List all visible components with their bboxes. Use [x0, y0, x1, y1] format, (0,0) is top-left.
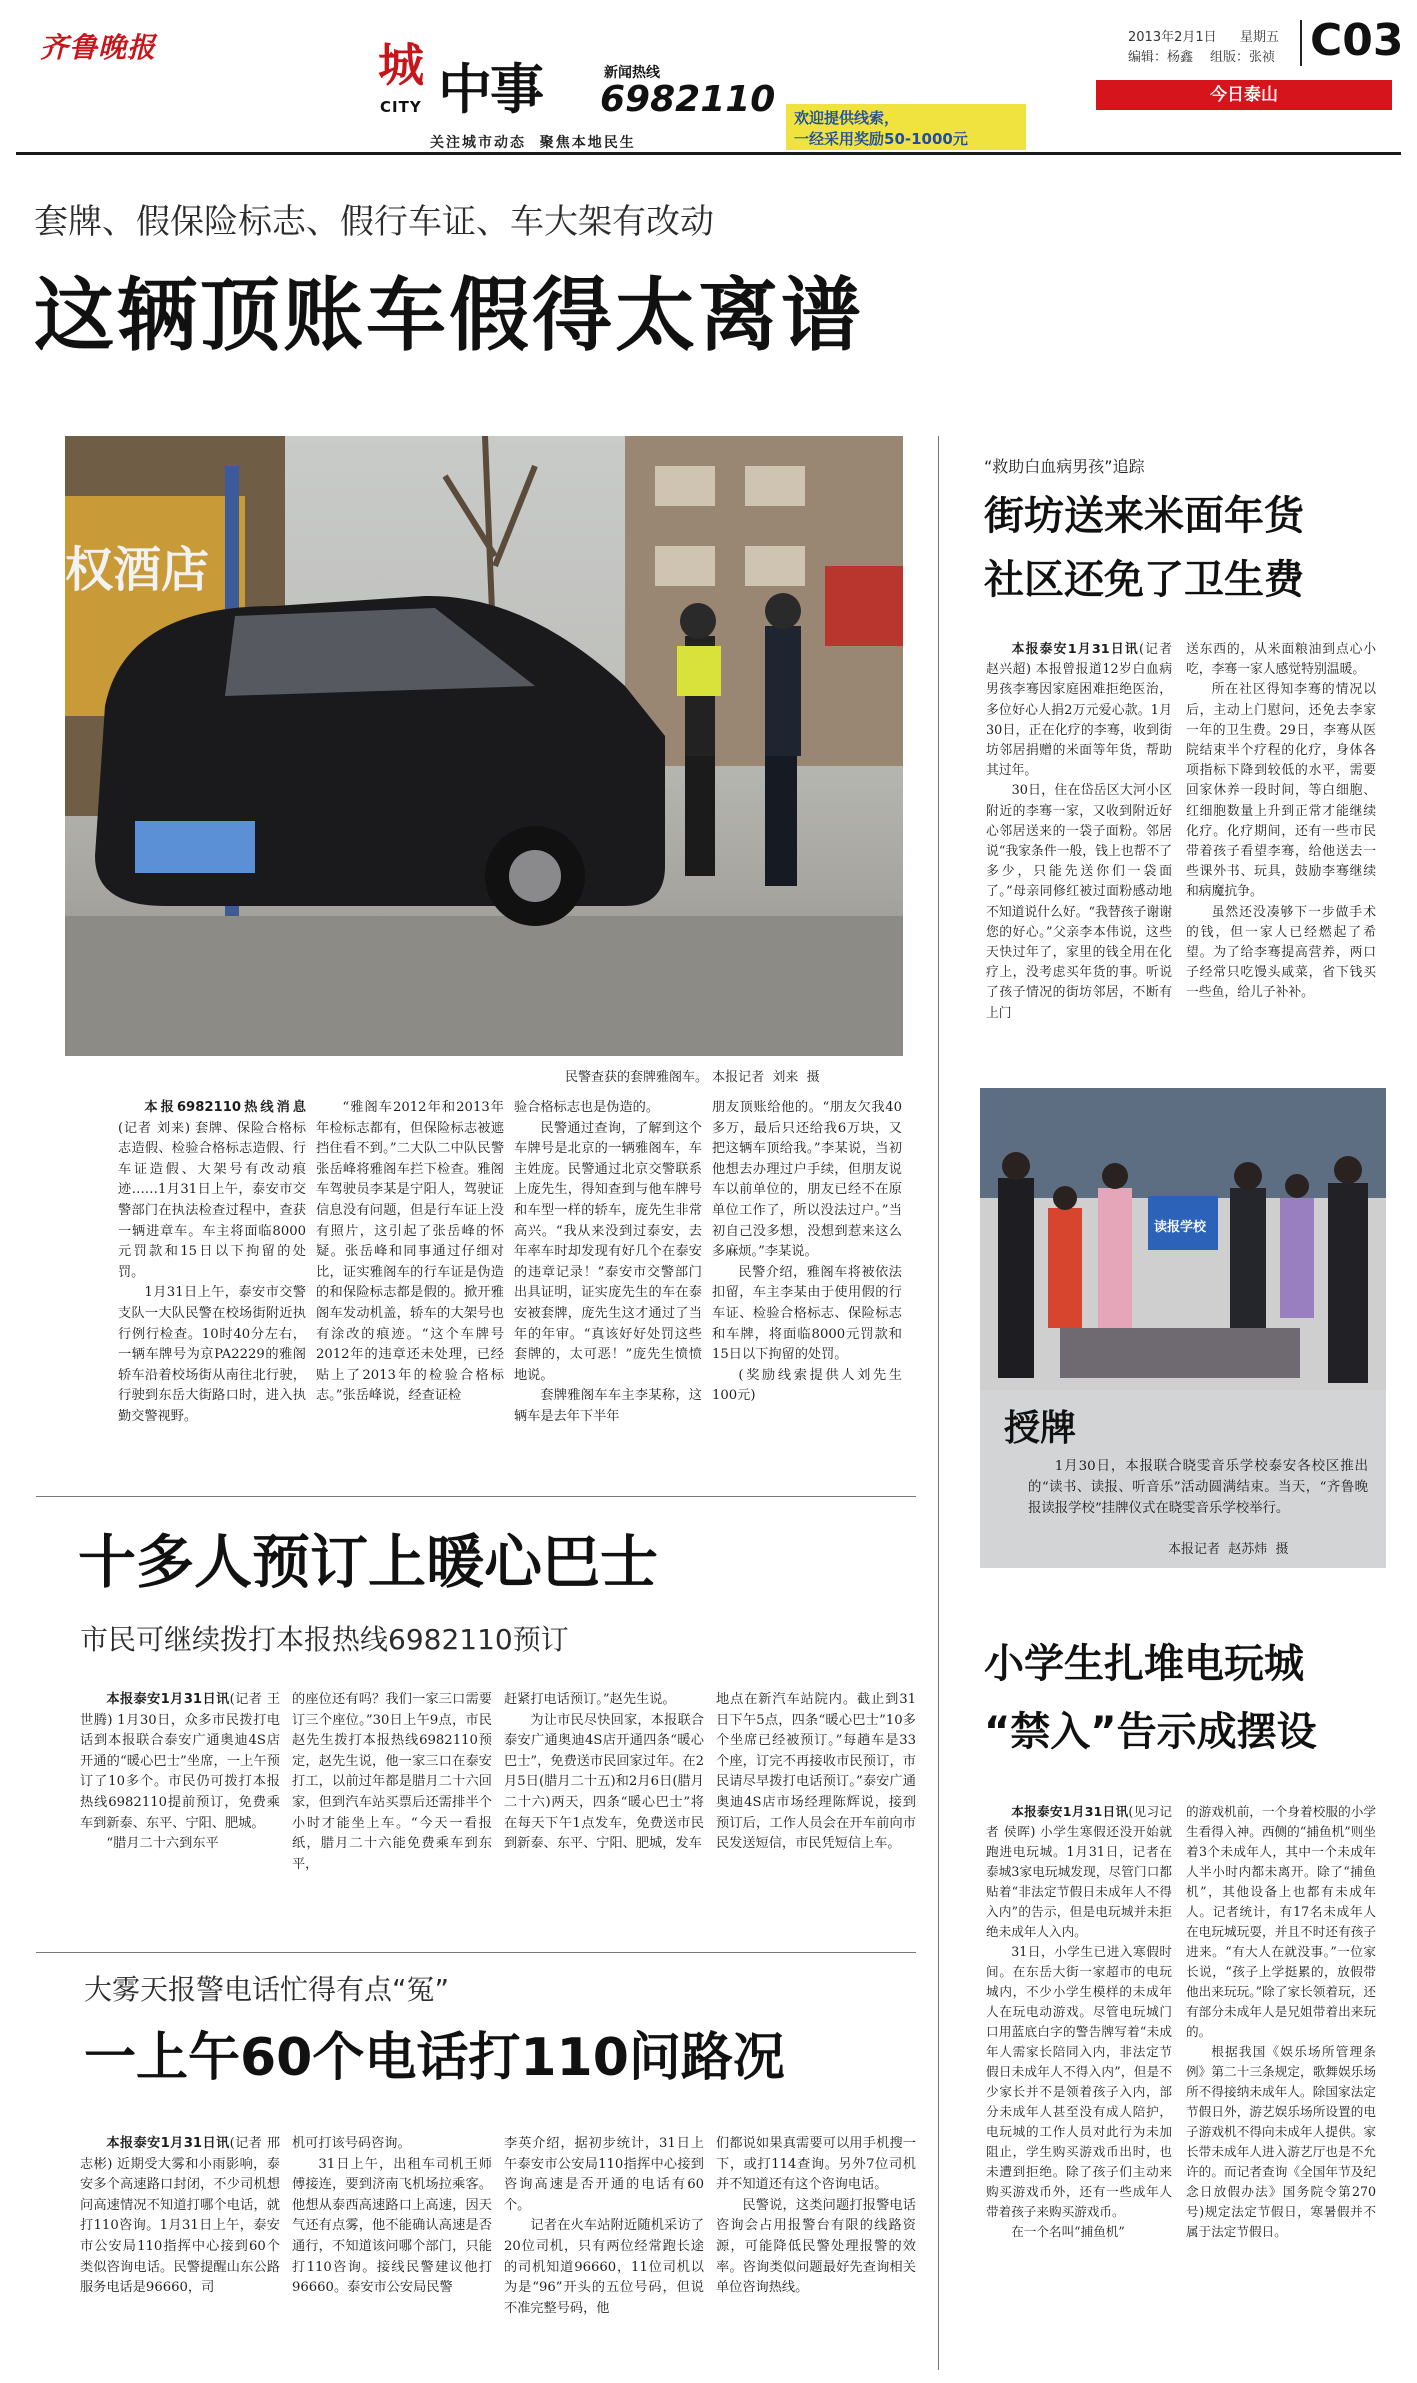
bus-paragraph: 地点在新汽车站院内。截止到31日下午5点，四条“暖心巴士”10多个坐席已经被预订。”每趟车是33个座，订完不再接收市民预订，市民请尽早拨打电话预订。”泰安广通奥迪4S店市场经理陈辉说，接到预订后，工作人员会在开车前向市民发送短信，市民凭短信上车。 — [716, 1692, 916, 1852]
side-paragraph: 送东西的，从米面粮油到点心小吃，李骞一家人感觉特别温暖。 — [1186, 642, 1376, 678]
paragraph-text: (记者 刘来) 套牌、保险合格标志造假、检验合格标志造假、行车证造假、大架号有改动痕迹……1月31日上午，泰安市交警部门在执法检查过程中，查获一辆进章车。车主将面临8000元罚款和15日以下拘留的处罚。 — [118, 1120, 306, 1280]
issue-weekday: 星期五 — [1240, 30, 1280, 45]
lead-paragraph: 民警通过查询，了解到这个车牌号是北京的一辆雅阁车，车主姓庞。民警通过北京交警联系上庞先生，得知查到与他车牌号和车型一样的轿车，庞先生非常高兴。“我从来没到过泰安，去年率车时却发现有好几个在泰安的违章记录！”泰安市交警部门出具证明，证实庞先生的车在泰安被套牌，庞先生这才通过了当年的年审。“真该好好处罚这些套牌的，太可恶！”庞先生愤愤地说。 — [514, 1120, 702, 1383]
editor-credit: 编辑：杨鑫 — [1128, 50, 1194, 65]
award-title: 授牌 — [1004, 1408, 1077, 1449]
arcade-paragraph: 31日，小学生已进入寒假时间。在东岳大街一家超市的电玩城内，不少小学生模样的未成年人在玩电动游戏。尽管电玩城门口用蓝底白字的警告牌写着“未成年人需家长陪同入内，非法定节假日未成年人不得入内”，但是不少家长并不是领着孩子入内，部分未成年人甚至没有成人陪护，电玩城的工作人员对此行为未加阻止，学生购买游戏币出时，也未遭到拒绝。除了孩子们主动来购买游戏币外，还有一些成年人带着孩子来购买游戏币。 — [986, 1944, 1172, 2219]
side-paragraph: 30日，住在岱岳区大河小区附近的李骞一家，又收到附近好心邻居送来的一袋子面粉。邻居说“我家条件一般，钱上也帮不了多少，只能先送你们一袋面了。”母亲同修红被过面粉感动地不知道说什么好。“我替孩子谢谢您的好心。”父亲李本伟说，这些天快过年了，家里的钱全用在化疗上，没考虑买年货的事。听说了孩子情况的街坊邻居，不断有上门 — [986, 783, 1172, 1021]
side-kicker: “救助白血病男孩”追踪 — [984, 457, 1145, 476]
lead-column-4 — [712, 1098, 902, 1407]
police-headline: 一上午60个电话打110问路况 — [84, 2028, 785, 2088]
lead-photo-caption: 民警查获的套牌雅阁车。 本报记者 刘来 摄 — [565, 1070, 820, 1085]
side-headline-1: 街坊送来米面年货 — [984, 493, 1304, 539]
lead-paragraph: 验合格标志也是伪造的。 — [514, 1100, 660, 1115]
page-code: C03 — [1310, 15, 1404, 66]
lead-paragraph: “雅阁车2012年和2013年年检标志都有，但保险标志被遮挡住看不到。”二大队二中队民警张岳峰将雅阁车拦下检查。雅阁车驾驶员李某是宁阳人，驾驶证信息没有问题，但是行车证上没有照片，这引起了张岳峰的怀疑。张岳峰和同事通过仔细对比，证实雅阁车的行车证是伪造的和保险标志都是假的。掀开雅阁车发动机盖，轿车的大架号也有涂改的痕迹。“这个车牌号2012年的违章还未处理，已经贴上了2013年的检验合格标志。”张岳峰说，经查证检 — [316, 1100, 504, 1404]
paragraph-text: (见习记者 侯晖) 小学生寒假还没开始就跑进电玩城。1月31日，记者在泰城3家电玩城发现，尽管门口都贴着“非法定节假日未成年人不得入内”的告示，但是电玩城并未拒绝未成年人入内。 — [986, 1804, 1172, 1939]
lead-kicker: 套牌、假保险标志、假行车证、车大架有改动 — [34, 202, 714, 242]
award-plaque-text: 读报学校 — [1154, 1220, 1207, 1235]
bus-subhead: 市民可继续拨打本报热线6982110预订 — [80, 1623, 569, 1656]
section-logo-big-char: 城 — [378, 38, 424, 92]
lead-paragraph: 套牌雅阁车车主李某称，这辆车是去年下半年 — [514, 1388, 702, 1424]
award-caption-box — [980, 1390, 1386, 1568]
promo-line-2: 一经采用奖励50-1000元 — [794, 130, 968, 148]
police-paragraph: 机可打该号码咨询。 — [292, 2136, 411, 2151]
issue-date: 2013年2月1日 — [1128, 30, 1217, 45]
lead-headline: 这辆顶账车假得太离谱 — [34, 269, 864, 362]
column-divider — [938, 436, 939, 2370]
reward-note: (奖励线索提供人刘先生 100元) — [712, 1367, 902, 1404]
lead-column-2 — [316, 1098, 504, 1407]
bus-column-2 — [292, 1690, 492, 1875]
section-logo-city: CITY — [380, 98, 422, 116]
masthead-rule — [16, 152, 1401, 155]
svg-text:权酒店: 权酒店 — [65, 542, 210, 598]
police-paragraph: 们都说如果真需要可以用手机搜一下，或打114查询。另外7位司机并不知道还有这个咨询电话。 — [716, 2136, 916, 2193]
promo-box — [786, 104, 1026, 150]
section-logo-title: 中事 — [438, 58, 542, 121]
paragraph-text: (记者 邢志彬) 近期受大雾和小雨影响，泰安多个高速路口封闭，不少司机想问高速情况不知道打哪个电话，就打110咨询。1月31日上午，泰安市公安局110指挥中心接到60个类似咨询电话。民警提醒山东公路服务电话是96660，司 — [80, 2136, 281, 2296]
paragraph-text: (记者 王世腾) 1月30日，众多市民拨打电话到本报联合泰安广通奥迪4S店开通的“暖心巴士”坐席，一上午预订了10多个。市民仍可拨打本报热线6982110提前预订，免费乘车到新泰、东平、宁阳、肥城。 — [80, 1692, 281, 1831]
police-paragraph — [80, 2134, 280, 2299]
section-slogan: 关注城市动态 聚焦本地民生 — [430, 135, 636, 151]
award-photo-scene — [980, 1088, 1386, 1390]
lead-column-1 — [118, 1098, 306, 1428]
designer-credit: 组版：张祯 — [1210, 50, 1276, 65]
bus-paragraph: 为让市民尽快回家，本报联合泰安广通奥迪4S店开通四条“暖心巴士”，免费送市民回家过年。在2月5日(腊月二十五)和2月6日(腊月二十六)两天，四条“暖心巴士”将在每天下午1点发车，免费送市民到新泰、东平、宁阳、肥城，发车 — [504, 1712, 704, 1852]
bus-headline: 十多人预订上暖心巴士 — [78, 1528, 659, 1596]
side-paragraph — [986, 640, 1172, 781]
lead-paragraph: 1月31日上午，泰安市交警支队一大队民警在校场街附近执行例行检查。10时40分左右，一辆车牌号为京PA2229的雅阁轿车沿着校场街从南往北行驶，行驶到东岳大街路口时，进入执勤交警视野。 — [118, 1285, 306, 1424]
award-credit: 本报记者 赵苏炜 摄 — [1168, 1542, 1289, 1557]
dateline: 本报6982110热线消息 — [144, 1100, 306, 1115]
bus-paragraph: 赶紧打电话预订。”赵先生说。 — [504, 1692, 676, 1707]
police-column-4 — [716, 2134, 916, 2299]
arcade-paragraph — [986, 1802, 1172, 1942]
side-paragraph: 虽然还没凑够下一步做手术的钱，但一家人已经燃起了希望。为了给李骞提高营养，两口子经常只吃馒头咸菜，省下钱买一些鱼，给儿子补补。 — [1186, 904, 1376, 1001]
arcade-paragraph: 的游戏机前，一个身着校服的小学生看得入神。西侧的“捕鱼机”则坐着3个未成年人，其中一个未成年人半小时内都未离开。除了“捕鱼机”，其他设备上也都有未成年人。记者统计，有17名未成年人在电玩城玩耍，并且不时还有孩子进来。“有大人在就没事。”一位家长说，“孩子上学挺累的，放假带他出来玩玩。”除了家长领着玩，还有部分未成年人是兄姐带着出来玩的。 — [1186, 1804, 1376, 2039]
lead-paragraph — [118, 1098, 306, 1283]
bus-paragraph: 的座位还有吗？我们一家三口需要订三个座位。”30日上午9点，市民赵先生拨打本报热线6982110预定，赵先生说，他一家三口在泰安打工，以前过年都是腊月二十六回家，但到汽车站买票后还需排半个小时才能坐上车。“今天一看报纸，腊月二十六能免费乘车到东平， — [292, 1692, 492, 1872]
bus-column-1 — [80, 1690, 280, 1855]
lead-photo-scene — [65, 436, 903, 1056]
police-paragraph: 民警说，这类问题打报警电话咨询会占用报警台有限的线路资源，可能降低民警处理报警的效率。咨询类似问题最好先查询相关单位咨询热线。 — [716, 2197, 916, 2296]
dateline: 本报泰安1月31日讯 — [106, 2136, 230, 2151]
section-divider — [36, 1952, 916, 1953]
police-paragraph: 记者在火车站附近随机采访了20位司机，只有两位经常跑长途的司机知道96660，11位司机以为是“96”开头的五位号码，但说不准完整号码，他 — [504, 2218, 704, 2316]
award-photo — [980, 1088, 1386, 1390]
dateline: 本报泰安1月31日讯 — [1011, 1804, 1129, 1819]
dateline: 本报泰安1月31日讯 — [1011, 642, 1139, 657]
arcade-paragraph: 在一个名叫“捕鱼机” — [1011, 2224, 1125, 2239]
edition-tag: 今日泰山 — [1096, 80, 1392, 110]
bus-column-3 — [504, 1690, 704, 1855]
police-column-2 — [292, 2134, 492, 2299]
lead-paragraph: 朋友顶账给他的。“朋友欠我40多万，最后只还给我6万块，又把这辆车顶给我。”李某说，当初他想去办理过户手续，但朋友说车以前单位的，朋友已经不在原单位工作了，所以没法过户。”当初自己没多想，没想到惹来这么多麻烦。”李某说。 — [712, 1100, 902, 1260]
police-column-1 — [80, 2134, 280, 2299]
section-logo — [378, 38, 798, 151]
side-headline-2: 社区还免了卫生费 — [984, 557, 1304, 603]
bus-paragraph: “腊月二十六到东平 — [106, 1836, 219, 1852]
arcade-headline-2: “禁入”告示成摆设 — [984, 1709, 1317, 1755]
section-divider — [36, 1496, 916, 1497]
police-kicker: 大雾天报警电话忙得有点“冤” — [84, 1973, 450, 2006]
hotline-label: 新闻热线 — [604, 65, 660, 81]
bus-column-4 — [716, 1690, 916, 1855]
award-caption: 1月30日，本报联合晓雯音乐学校泰安各校区推出的“读书、读报、听音乐”活动圆满结束。当天，“齐鲁晚报读报学校”挂牌仪式在晓雯音乐学校举行。 — [1028, 1459, 1368, 1516]
arcade-column-1 — [986, 1802, 1172, 2242]
hotline-number: 6982110 — [600, 79, 776, 120]
lead-column-3 — [514, 1098, 702, 1428]
police-paragraph: 31日上午，出租车司机王师傅接连，要到济南飞机场拉乘客。他想从泰西高速路口上高速，因天气还有点雾，他不能确认高速是否通行，不知道该问哪个部门，只能打110咨询。接线民警建议他打96660。泰安市公安局民警 — [292, 2156, 492, 2296]
side-column-1 — [986, 640, 1172, 1024]
police-column-3 — [504, 2134, 704, 2319]
arcade-headline-1: 小学生扎堆电玩城 — [984, 1641, 1304, 1687]
bus-paragraph — [80, 1690, 280, 1834]
masthead-divider — [1300, 20, 1302, 66]
promo-line-1: 欢迎提供线索， — [794, 109, 900, 127]
lead-paragraph: 民警介绍，雅阁车将被依法扣留，车主李某由于使用假的行车证、检验合格标志、保险标志和车牌，将面临8000元罚款和15日以下拘留的处罚。 — [712, 1264, 902, 1363]
newspaper-logo: 齐鲁晚报 — [40, 31, 157, 64]
arcade-column-2 — [1186, 1802, 1376, 2242]
paragraph-text: (记者 赵兴超) 本报曾报道12岁白血病男孩李骞因家庭困难拒绝医治，多位好心人捐2万元爱心款。1月30日，正在化疗的李骞，收到街坊邻居捐赠的米面等年货，帮助其过年。 — [986, 642, 1172, 779]
side-paragraph: 所在社区得知李骞的情况以后，主动上门慰问，还免去李家一年的卫生费。29日，李骞从医院结束半个疗程的化疗，身体各项指标下降到较低的水平，需要回家休养一段时间，等白细胞、红细胞数量上升到正常才能继续化疗。化疗期间，还有一些市民带着孩子看望李骞，给他送去一些课外书、玩具，鼓励李骞继续和病魔抗争。 — [1186, 682, 1376, 900]
side-column-2 — [1186, 640, 1376, 1004]
police-paragraph: 李英介绍，据初步统计，31日上午泰安市公安局110指挥中心接到咨询高速是否开通的电话有60个。 — [504, 2136, 704, 2213]
lead-photo — [65, 436, 903, 1056]
dateline: 本报泰安1月31日讯 — [106, 1692, 230, 1707]
arcade-paragraph: 根据我国《娱乐场所管理条例》第二十三条规定，歌舞娱乐场所不得接纳未成年人。除国家法定节假日外，游艺娱乐场所设置的电子游戏机不得向未成年人提供。家长带未成年人进入游艺厅也是不允许的。而记者查询《全国年节及纪念日放假办法》国务院令第270号)规定法定节假日，寒暑假并不属于法定节假日。 — [1186, 2044, 1376, 2239]
